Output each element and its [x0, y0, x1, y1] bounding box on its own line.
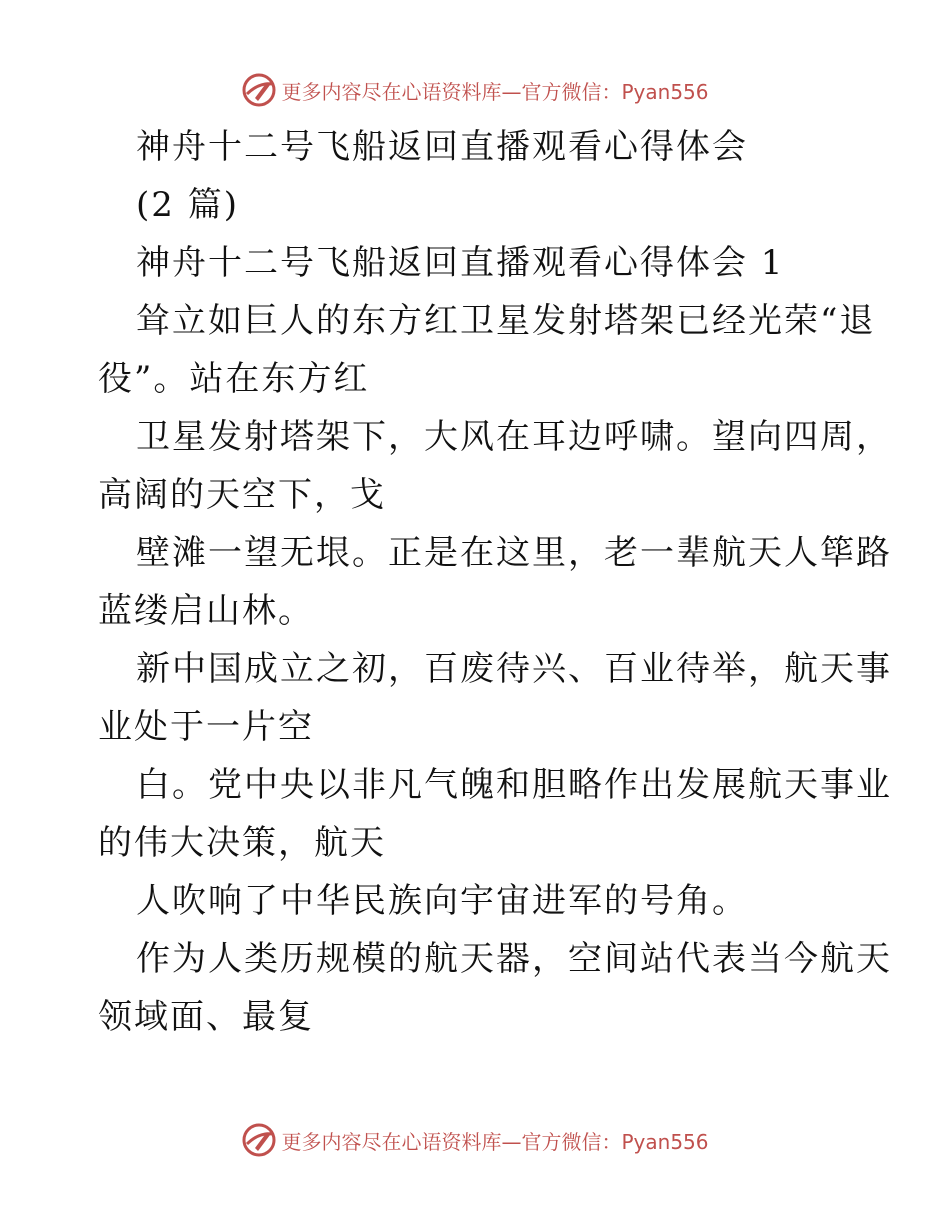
paragraph-line: 领域面、最复 — [98, 997, 314, 1037]
paragraph-line: 的伟大决策，航天 — [98, 823, 386, 863]
document-body — [98, 118, 892, 1046]
paragraph-line: 作为人类历规模的航天器，空间站代表当今航天 — [136, 939, 892, 979]
wechat-id: Pyan556 — [621, 1129, 709, 1154]
doc-title: 神舟十二号飞船返回直播观看心得体会 — [136, 127, 748, 167]
paragraph-line: 役”。站在东方红 — [98, 359, 370, 399]
paragraph-line: 卫星发射塔架下，大风在耳边呼啸。望向四周， — [136, 417, 892, 457]
paragraph-line: 蓝缕启山林。 — [98, 591, 314, 631]
paragraph-line: 新中国成立之初，百废待兴、百业待举，航天事 — [136, 649, 892, 689]
doc-subtitle: (2 篇) — [136, 185, 239, 225]
paragraph-line: 白。党中央以非凡气魄和胆略作出发展航天事业 — [136, 765, 892, 805]
paragraph-line: 壁滩一望无垠。正是在这里，老一辈航天人筚路 — [136, 533, 892, 573]
section-heading: 神舟十二号飞船返回直播观看心得体会 1 — [136, 243, 785, 283]
header-banner — [0, 68, 950, 112]
paragraph-line: 人吹响了中华民族向宇宙进军的号角。 — [136, 881, 748, 921]
paragraph-line: 高阔的天空下，戈 — [98, 475, 386, 515]
footer-banner — [0, 1118, 950, 1162]
pen-logo-icon — [241, 72, 277, 108]
pen-logo-icon — [241, 1122, 277, 1158]
paragraph-line: 耸立如巨人的东方红卫星发射塔架已经光荣“退 — [136, 301, 876, 341]
banner-text: 更多内容尽在心语资料库—官方微信：Pyan556 — [281, 79, 709, 104]
wechat-id: Pyan556 — [621, 79, 709, 104]
paragraph-line: 业处于一片空 — [98, 707, 314, 747]
banner-text: 更多内容尽在心语资料库—官方微信：Pyan556 — [281, 1129, 709, 1154]
